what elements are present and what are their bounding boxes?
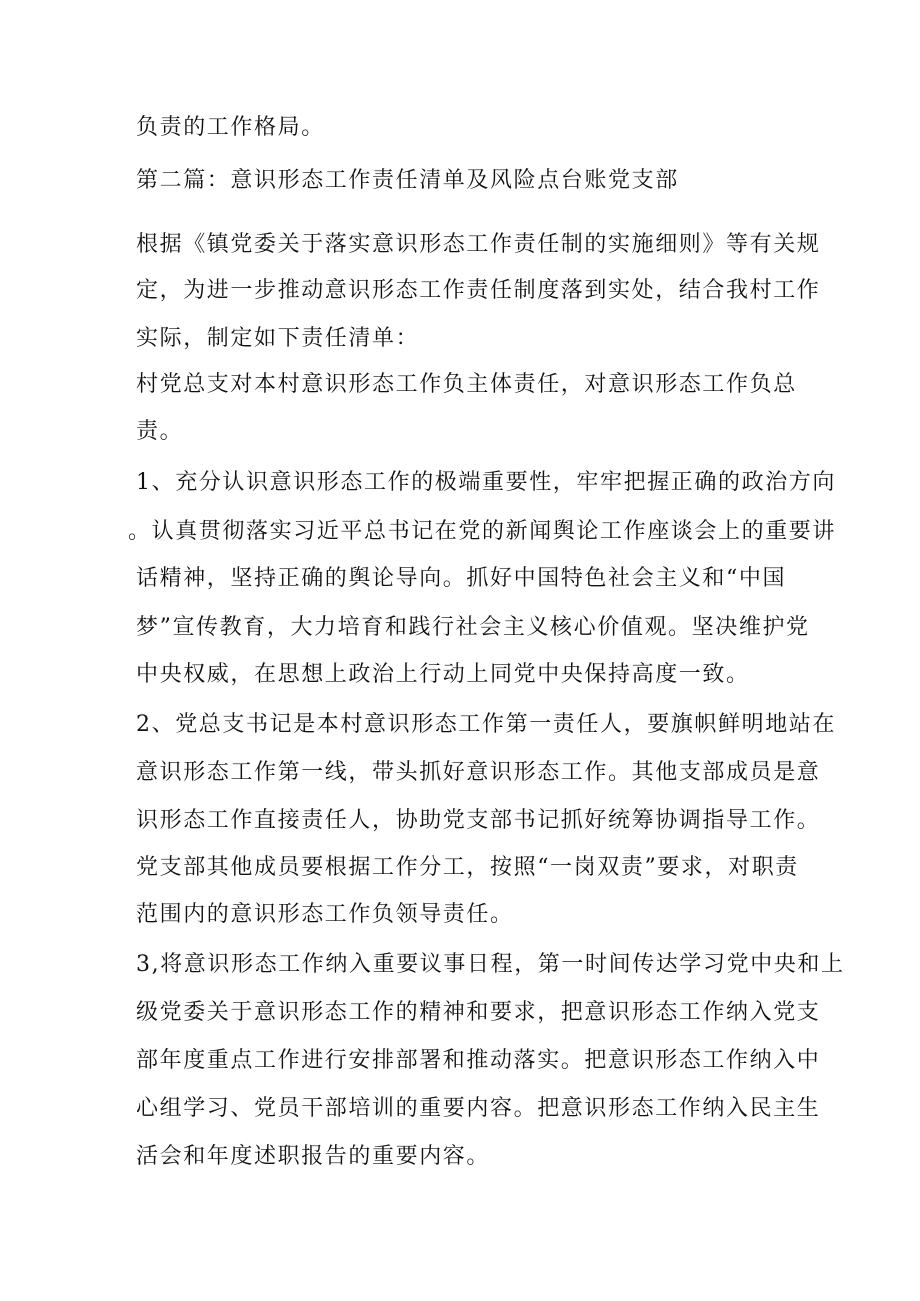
text-line: 1、充分认识意识形态工作的极端重要性，牢牢把握正确的政治方向 [136,470,836,495]
text-line: 实际，制定如下责任清单： [136,326,420,351]
text-line: 梦”宣传教育，大力培育和践行社会主义核心价值观。坚决维护党 [136,615,810,640]
text-line: 中央权威，在思想上政治上行动上同党中央保持高度一致。 [136,662,750,687]
text-line: 意识形态工作第一线，带头抓好意识形态工作。其他支部成员是意 [136,760,821,785]
text-line: 村党总支对本村意识形态工作负主体责任，对意识形态工作负总 [136,372,797,397]
text-line: 根据《镇党委关于落实意识形态工作责任制的实施细则》等有关规 [136,232,821,257]
text-line: 活会和年度述职报告的重要内容。 [136,1144,491,1169]
text-line: 定，为进一步推动意识形态工作责任制度落到实处，结合我村工作 [136,278,821,303]
text-line: 范围内的意识形态工作负领导责任。 [136,902,514,927]
section-heading: 第二篇：意识形态工作责任清单及风险点台账党支部 [136,168,679,193]
text-line: 。认真贯彻落实习近平总书记在党的新闻舆论工作座谈会上的重要讲 [128,519,837,544]
text-line: 负责的工作格局。 [136,115,325,140]
text-line: 部年度重点工作进行安排部署和推动落实。把意识形态工作纳入中 [136,1048,821,1073]
text-line: 话精神，坚持正确的舆论导向。抓好中国特色社会主义和“中国 [136,566,787,591]
text-line: 级党委关于意识形态工作的精神和要求，把意识形态工作纳入党支 [136,1000,821,1025]
text-line: 识形态工作直接责任人，协助党支部书记抓好统筹协调指导工作。 [136,808,821,833]
text-line: 2、党总支书记是本村意识形态工作第一责任人，要旗帜鲜明地站在 [136,712,836,737]
text-line: 心组学习、党员干部培训的重要内容。把意识形态工作纳入民主生 [136,1096,821,1121]
text-line: 责。 [136,419,184,444]
text-line: 3,将意识形态工作纳入重要议事日程，第一时间传达学习党中央和上 [136,952,845,977]
text-line: 党支部其他成员要根据工作分工，按照“一岗双责”要求，对职责 [136,855,799,880]
